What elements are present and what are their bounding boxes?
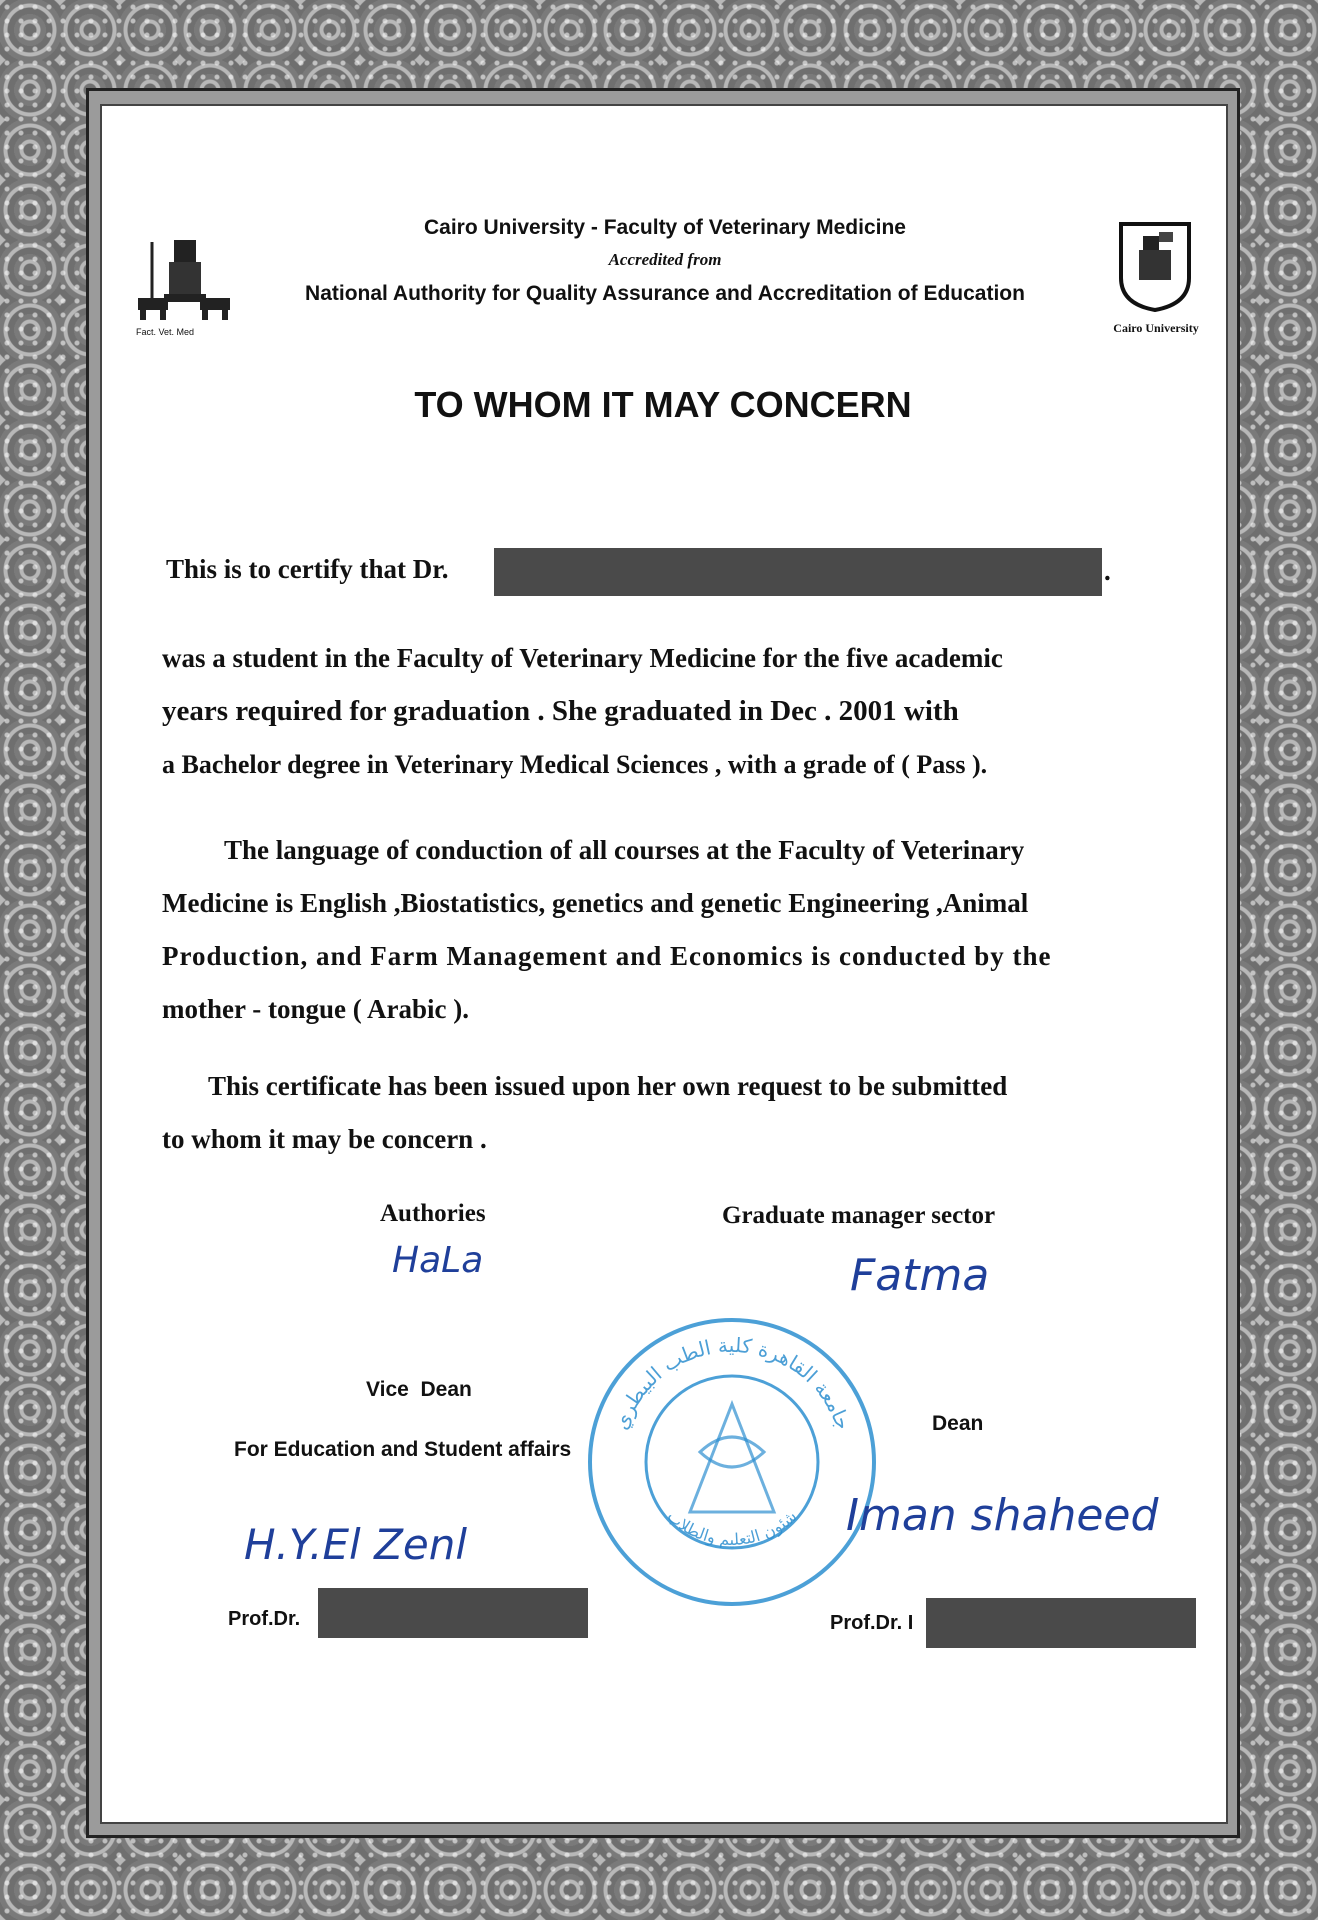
stamp-seal-icon	[582, 1312, 882, 1612]
faculty-logo	[134, 232, 234, 336]
vice-dean-prefix: Prof.Dr.	[228, 1608, 301, 1630]
vice-dean-signature: H.Y.El Zenl	[244, 1520, 467, 1569]
accredited-line: Accredited from	[608, 250, 722, 269]
redacted-dean-name	[926, 1598, 1196, 1648]
cairo-university-logo	[1106, 220, 1206, 350]
authorities-label: Authories	[380, 1200, 486, 1227]
right-logo-caption: Cairo University	[1113, 321, 1199, 335]
stamp-inner-text: شئون التعليم والطلاب	[663, 1506, 801, 1550]
authority-line: National Authority for Quality Assurance and Accreditation of Education	[305, 282, 1025, 305]
vice-dean-subtitle: For Education and Student affairs	[234, 1438, 572, 1461]
pharaoh-statue-icon	[134, 232, 234, 322]
dean-signature: Iman shaheed	[846, 1490, 1159, 1541]
page-title: TO WHOM IT MAY CONCERN	[414, 384, 912, 425]
vice-dean-label: Vice Dean	[366, 1378, 472, 1401]
redacted-name	[494, 548, 1102, 596]
p3-line-1: This certificate has been issued upon her own request to be submitted	[208, 1071, 1008, 1101]
graduate-manager-signature: Fatma	[850, 1250, 990, 1301]
graduate-manager-label: Graduate manager sector	[722, 1202, 996, 1229]
paragraph-2	[162, 824, 1160, 1036]
p2-line-3: Production, and Farm Management and Economics is conducted by the	[162, 941, 1052, 971]
certify-suffix: .	[1104, 556, 1111, 586]
university-line: Cairo University - Faculty of Veterinary Medicine	[424, 216, 906, 239]
certify-prefix: This is to certify that Dr.	[166, 554, 449, 584]
p1-line-1: was a student in the Faculty of Veterinary Medicine for the five academic	[162, 643, 1003, 673]
authorities-signature: HaLa	[392, 1240, 484, 1281]
official-stamp	[582, 1312, 882, 1612]
p3-line-2: to whom it may be concern .	[162, 1124, 487, 1154]
paragraph-3	[162, 1060, 1160, 1166]
university-crest-icon	[1115, 220, 1195, 312]
dean-prefix: Prof.Dr. I	[830, 1612, 914, 1634]
left-logo-caption: Fact. Vet. Med	[136, 327, 195, 337]
p2-line-4: mother - tongue ( Arabic ).	[162, 994, 469, 1024]
paragraph-1	[162, 632, 1160, 791]
p2-line-1: The language of conduction of all courses at the Faculty of Veterinary	[224, 835, 1025, 865]
dean-label: Dean	[932, 1412, 984, 1435]
p1-line-2: years required for graduation . She graduated in Dec . 2001 with	[162, 695, 959, 727]
p1-line-3: a Bachelor degree in Veterinary Medical Sciences , with a grade of ( Pass ).	[162, 750, 988, 779]
stamp-outer-text: جامعة القاهرة كلية الطب البيطري	[608, 1333, 856, 1433]
p2-line-2: Medicine is English ,Biostatistics, genetics and genetic Engineering ,Animal	[162, 888, 1029, 918]
redacted-vice-dean-name	[318, 1588, 588, 1638]
